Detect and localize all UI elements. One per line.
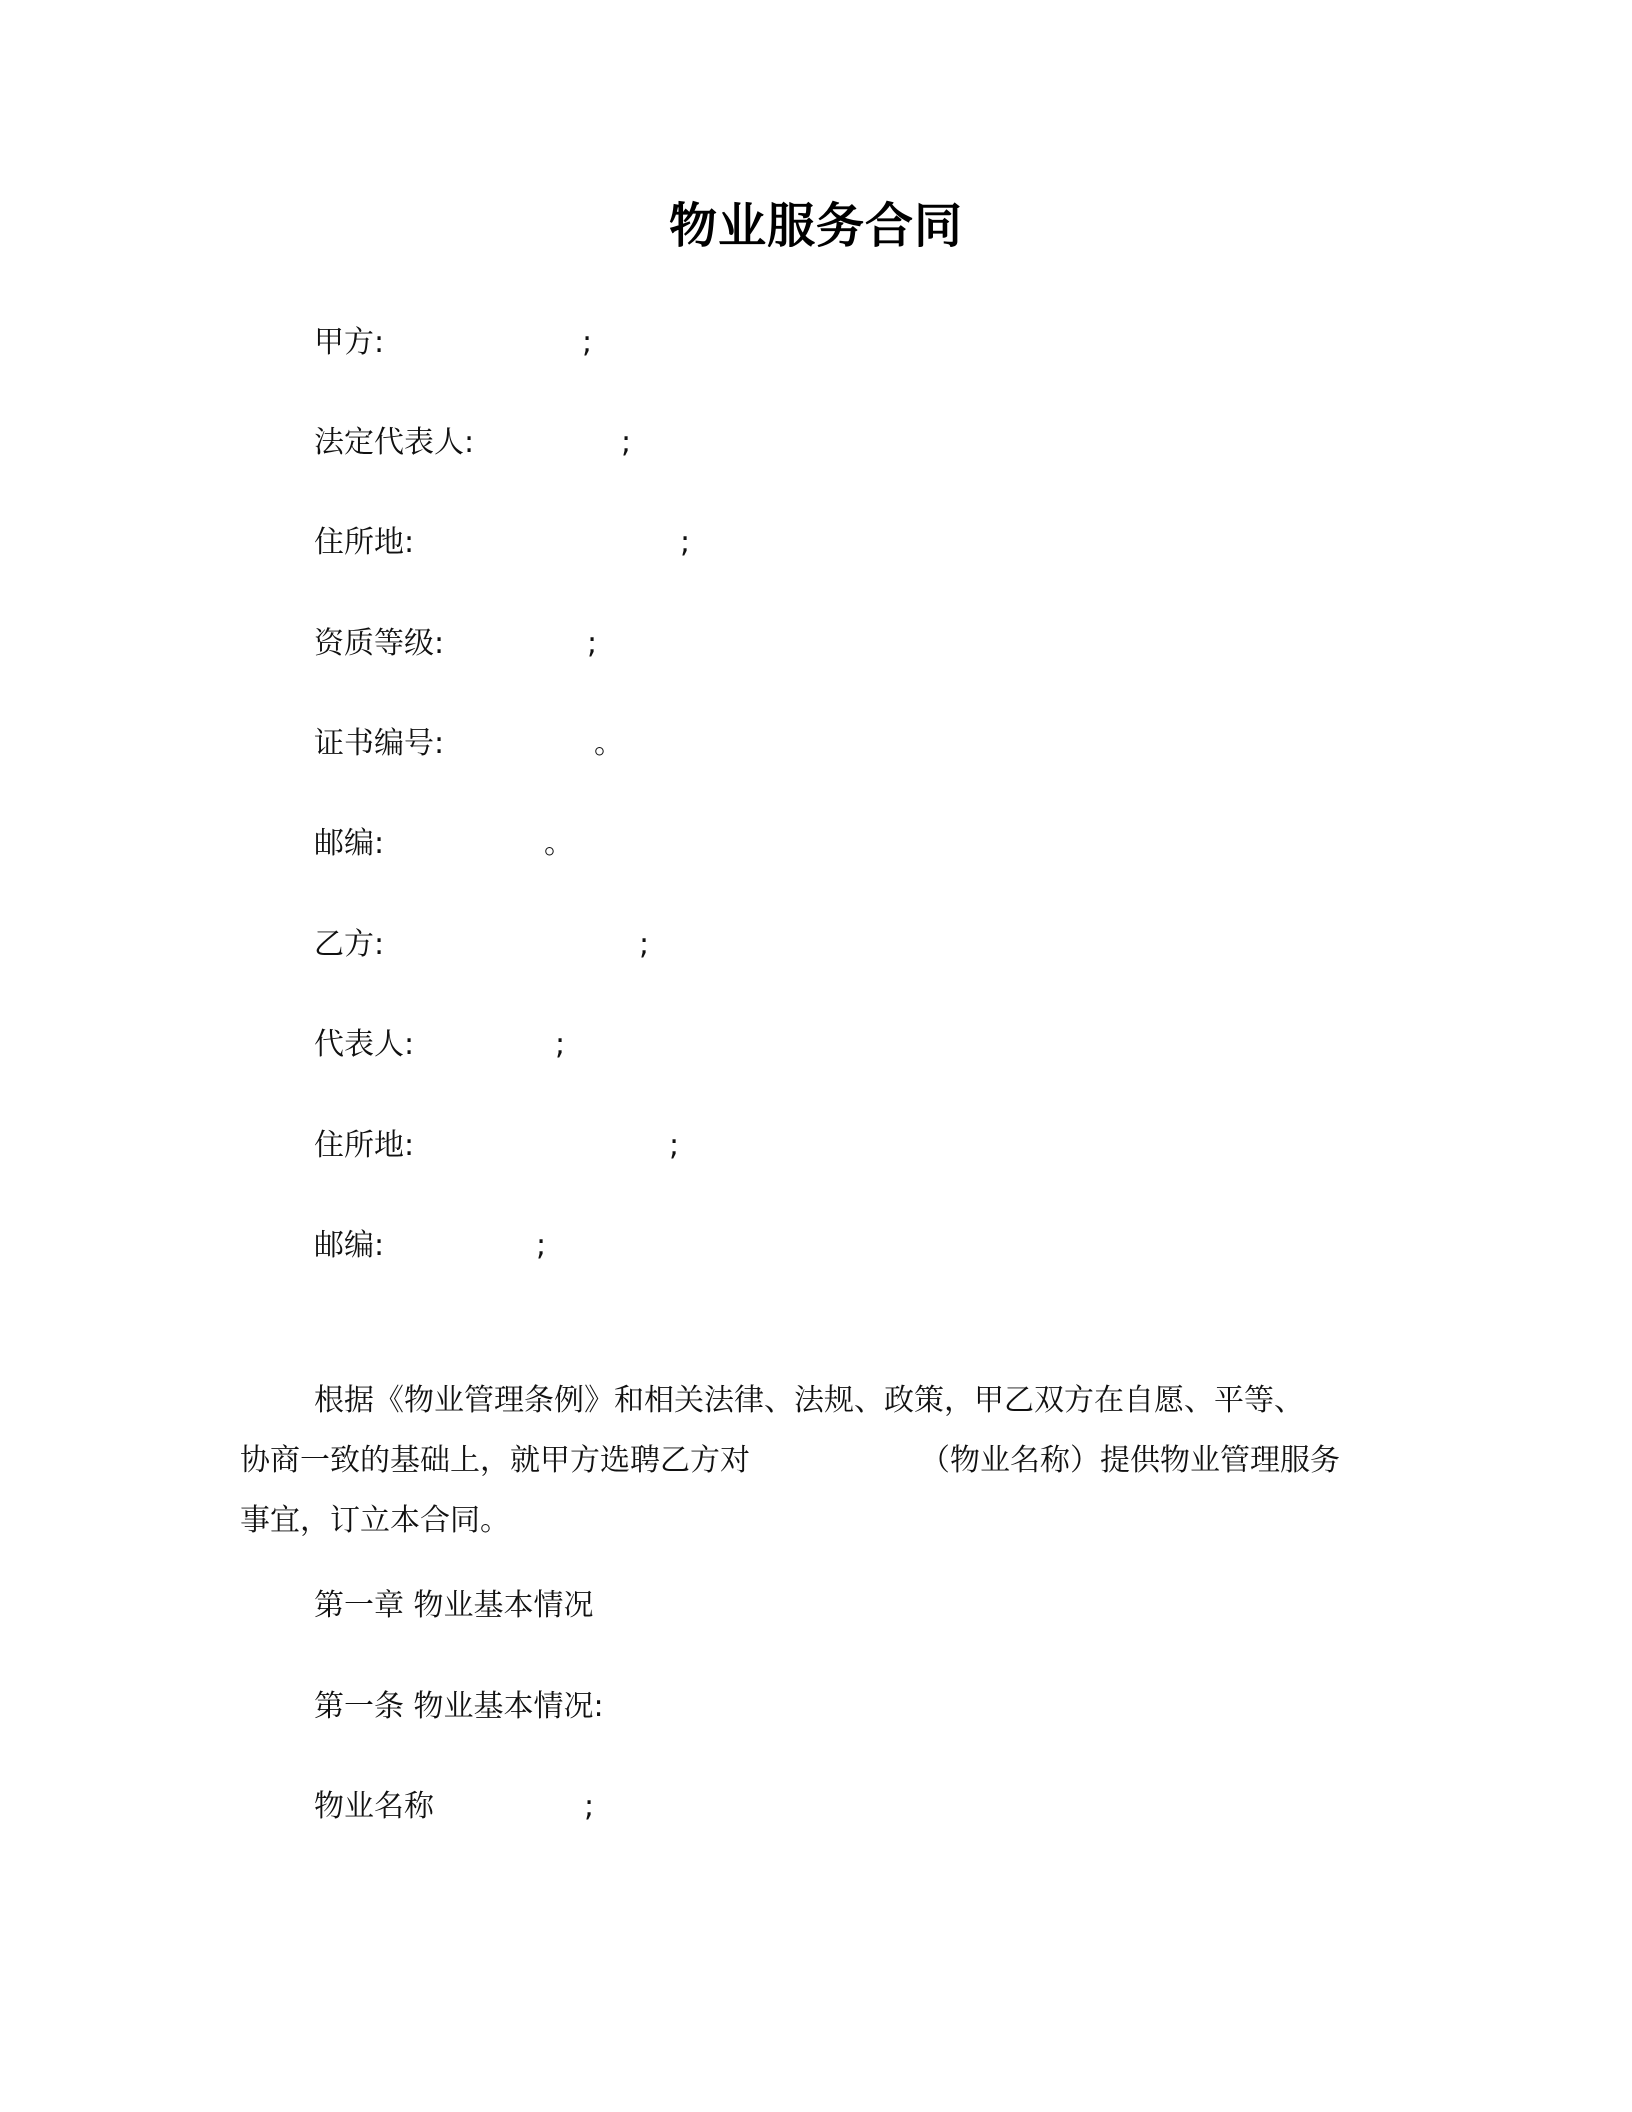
certificate-number-label: 证书编号: <box>314 726 445 761</box>
legal-representative-label: 法定代表人: <box>314 425 475 460</box>
qualification-level-end: ; <box>587 626 598 661</box>
property-name-label: 物业名称 <box>314 1789 434 1824</box>
party-b-representative-end: ; <box>555 1027 566 1062</box>
certificate-number-end: 。 <box>594 726 624 761</box>
party-b-address-end: ; <box>669 1128 680 1163</box>
document-title: 物业服务合同 <box>668 198 963 254</box>
preamble-line-3: 事宜，订立本合同。 <box>240 1503 510 1538</box>
preamble-line-2-start: 协商一致的基础上，就甲方选聘乙方对 <box>240 1443 750 1478</box>
party-a-postcode-label: 邮编: <box>314 826 385 861</box>
party-a-address-end: ; <box>680 525 691 560</box>
party-b-representative-label: 代表人: <box>314 1027 415 1062</box>
party-b-label: 乙方: <box>314 927 385 962</box>
party-b-postcode-end: ; <box>536 1228 547 1263</box>
party-a-address-label: 住所地: <box>314 525 415 560</box>
party-a-label: 甲方: <box>314 325 385 360</box>
party-b-end: ; <box>639 927 650 962</box>
party-b-address-label: 住所地: <box>314 1128 415 1163</box>
party-b-postcode-label: 邮编: <box>314 1228 385 1263</box>
party-a-end: ; <box>582 325 593 360</box>
preamble-line-1: 根据《物业管理条例》和相关法律、法规、政策，甲乙双方在自愿、平等、 <box>314 1383 1304 1418</box>
legal-representative-end: ; <box>621 425 632 460</box>
article-1-heading: 第一条 物业基本情况: <box>314 1689 604 1724</box>
preamble-line-2-end: （物业名称）提供物业管理服务 <box>920 1443 1340 1478</box>
qualification-level-label: 资质等级: <box>314 626 445 661</box>
property-name-end: ; <box>584 1789 595 1824</box>
party-a-postcode-end: 。 <box>544 826 574 861</box>
chapter-1-heading: 第一章 物业基本情况 <box>314 1588 594 1623</box>
